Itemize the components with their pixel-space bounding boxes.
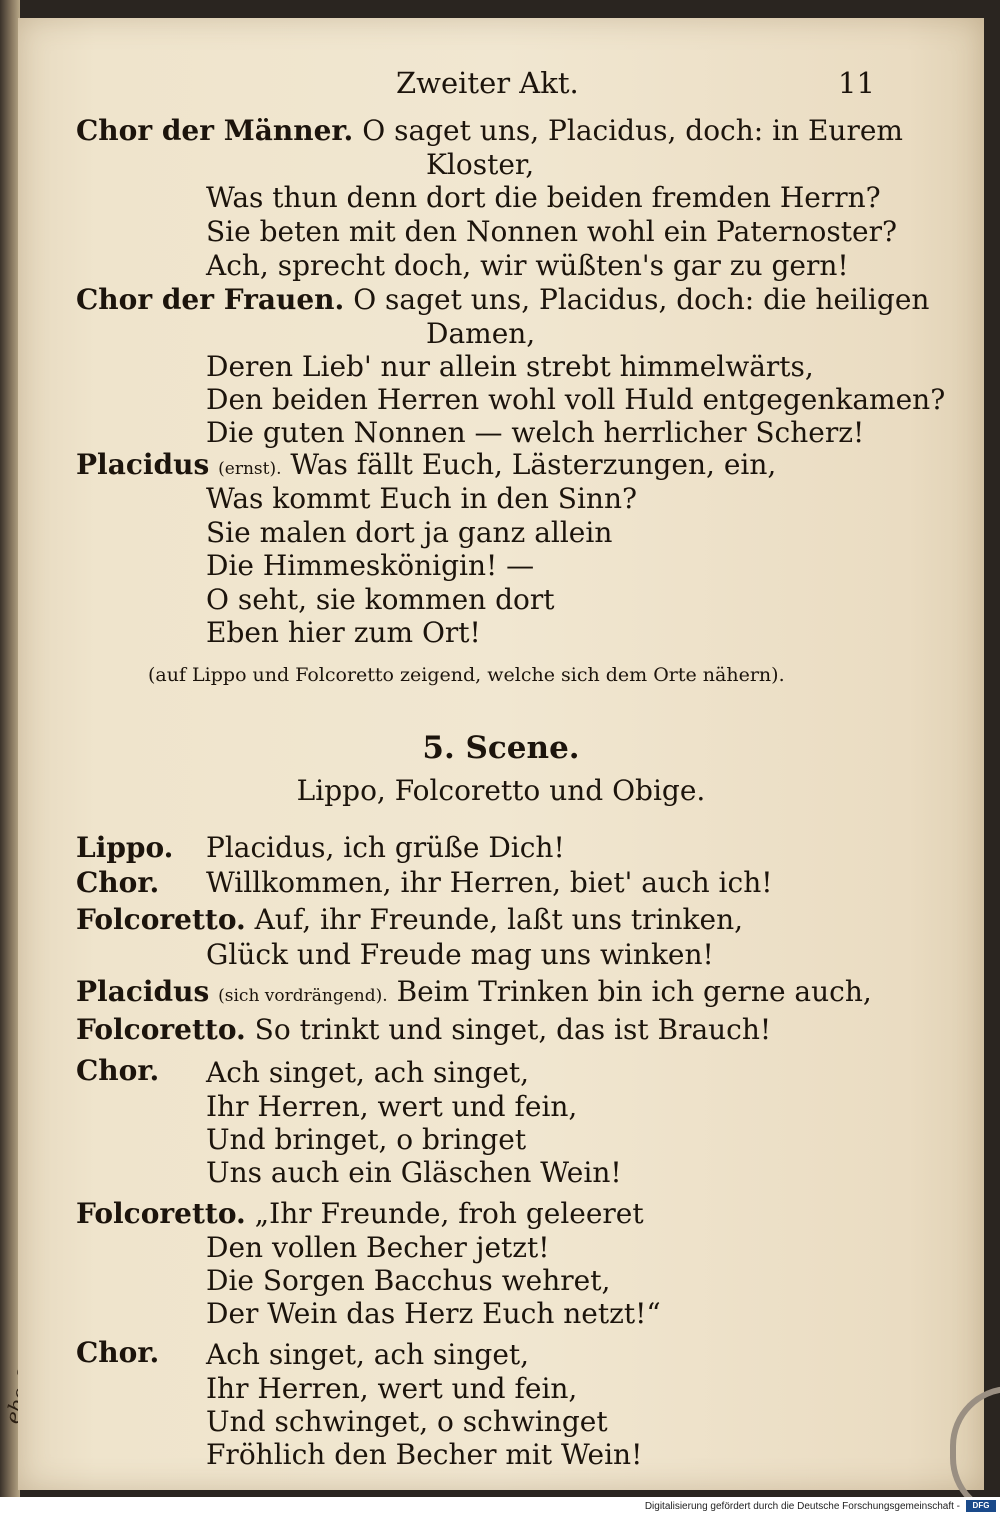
verse-line: Ach singet, ach singet,	[206, 1338, 530, 1371]
facing-page-edge	[0, 0, 20, 1497]
speech-line	[76, 283, 929, 317]
verse-line: Die Sorgen Bacchus wehret,	[206, 1264, 611, 1297]
stage-direction-inline: (sich vordrängend).	[218, 986, 388, 1006]
verse-line: Ach singet, ach singet,	[206, 1056, 530, 1089]
verse-line: Deren Lieb' nur allein strebt himmelwärts,	[206, 350, 814, 383]
verse-line: Glück und Freude mag uns winken!	[206, 938, 714, 971]
speaker-name: Chor.	[76, 866, 160, 899]
speaker-name: Chor.	[76, 1336, 160, 1369]
verse-line: Placidus, ich grüße Dich!	[206, 831, 565, 864]
speech-line	[76, 448, 776, 486]
speaker-name: Folcoretto.	[76, 1013, 246, 1046]
scene-heading: 5. Scene.	[422, 730, 580, 766]
speech-line	[76, 975, 872, 1013]
verse-line: Kloster,	[426, 148, 535, 181]
verse-line: Was thun denn dort die beiden fremden Herrn?	[206, 181, 881, 214]
stage-direction: (auf Lippo und Folcoretto zeigend, welche sich dem Orte nähern).	[148, 664, 785, 686]
verse-text: O saget uns, Placidus, doch: die heiligen	[353, 283, 930, 316]
speaker-name: Placidus	[76, 448, 210, 481]
dfg-logo: DFG	[966, 1500, 996, 1512]
speech-line	[76, 114, 903, 148]
speaker-name: Chor der Männer.	[76, 114, 354, 147]
verse-line: Willkommen, ihr Herren, biet' auch ich!	[206, 866, 773, 899]
page-number: 11	[838, 66, 875, 100]
verse-text: So trinkt und singet, das ist Brauch!	[254, 1013, 772, 1046]
verse-line: Die guten Nonnen — welch herrlicher Scherz!	[206, 416, 865, 449]
verse-line: Eben hier zum Ort!	[206, 616, 481, 649]
funding-credit: Digitalisierung gefördert durch die Deutsche Forschungsgemeinschaft -	[644, 1501, 960, 1512]
speaker-name: Folcoretto.	[76, 903, 246, 936]
speaker-name: Lippo.	[76, 831, 174, 864]
verse-line: Fröhlich den Becher mit Wein!	[206, 1438, 643, 1471]
verse-line: O seht, sie kommen dort	[206, 583, 555, 616]
verse-line: Ihr Herren, wert und fein,	[206, 1372, 578, 1405]
speech-line	[76, 903, 743, 937]
speaker-name: Chor.	[76, 1054, 160, 1087]
speaker-name: Chor der Frauen.	[76, 283, 345, 316]
running-head: Zweiter Akt.	[396, 66, 579, 100]
verse-text: „Ihr Freunde, froh geleeret	[254, 1197, 644, 1230]
verse-line: Sie beten mit den Nonnen wohl ein Paternoster?	[206, 215, 898, 248]
verse-line: Und schwinget, o schwinget	[206, 1405, 608, 1438]
verse-text: Auf, ihr Freunde, laßt uns trinken,	[254, 903, 744, 936]
scene-cast: Lippo, Folcoretto und Obige.	[296, 774, 706, 807]
verse-line: Ach, sprecht doch, wir wüßten's gar zu gern!	[206, 249, 849, 282]
verse-line: Ihr Herren, wert und fein,	[206, 1090, 578, 1123]
book-page	[18, 18, 984, 1490]
verse-text: O saget uns, Placidus, doch: in Eurem	[362, 114, 903, 147]
stage-direction-inline: (ernst).	[218, 459, 282, 479]
verse-text: Beim Trinken bin ich gerne auch,	[396, 975, 872, 1008]
verse-line: Sie malen dort ja ganz allein	[206, 516, 613, 549]
speech-line	[76, 1197, 644, 1231]
speech-line	[76, 1013, 771, 1047]
verse-text: Was fällt Euch, Lästerzungen, ein,	[290, 448, 777, 481]
verse-line: Der Wein das Herz Euch netzt!“	[206, 1297, 661, 1330]
digitization-footer	[0, 1497, 1000, 1517]
verse-line: Uns auch ein Gläschen Wein!	[206, 1156, 622, 1189]
verse-line: Und bringet, o bringet	[206, 1123, 527, 1156]
verse-line: Was kommt Euch in den Sinn?	[206, 482, 638, 515]
verse-line: Damen,	[426, 317, 536, 350]
speaker-name: Placidus	[76, 975, 210, 1008]
verse-line: Die Himmeskönigin! —	[206, 549, 535, 582]
verse-line: Den beiden Herren wohl voll Huld entgegenkamen?	[206, 383, 946, 416]
speaker-name: Folcoretto.	[76, 1197, 246, 1230]
verse-line: Den vollen Becher jetzt!	[206, 1231, 550, 1264]
